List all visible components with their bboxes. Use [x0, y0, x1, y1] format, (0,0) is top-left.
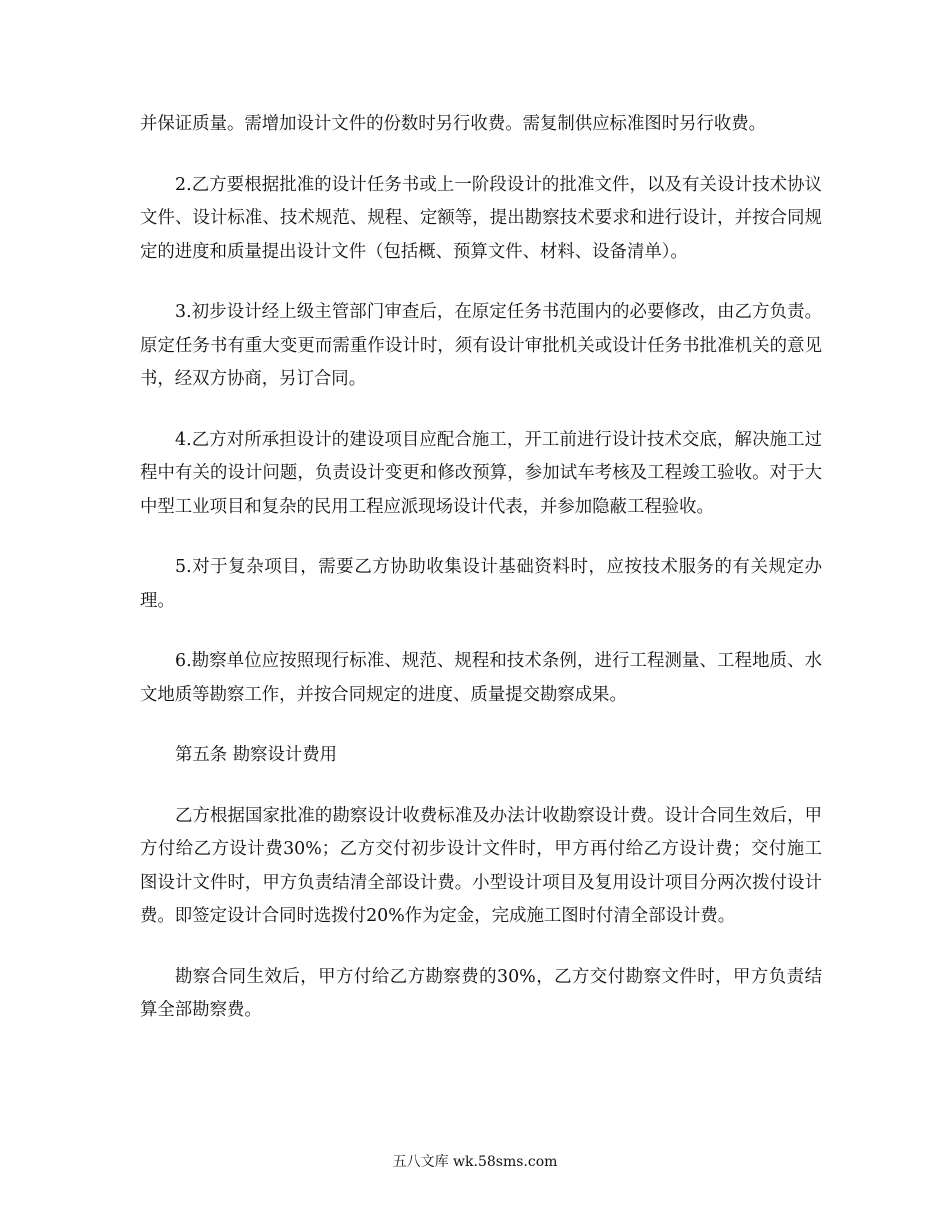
paragraph-clause-6: 6.勘察单位应按照现行标准、规范、规程和技术条例，进行工程测量、工程地质、水文地质等勘察工作，并按合同规定的进度、质量提交勘察成果。 — [140, 651, 822, 705]
paragraph-clause-5: 5.对于复杂项目，需要乙方协助收集设计基础资料时，应按技术服务的有关规定办理。 — [140, 557, 822, 611]
paragraph-survey-fee: 勘察合同生效后，甲方付给乙方勘察费的30%，乙方交付勘察文件时，甲方负责结算全部勘察费。 — [140, 966, 822, 1020]
paragraph-clause-4: 4.乙方对所承担设计的建设项目应配合施工，开工前进行设计技术交底，解决施工过程中有关的设计问题，负责设计变更和修改预算，参加试车考核及工程竣工验收。对于大中型工业项目和复杂的民用工程应派现场设计代表，并参加隐蔽工程验收。 — [140, 429, 822, 517]
section-heading-article-5: 第五条 勘察设计费用 — [175, 745, 338, 765]
document-body — [140, 108, 822, 1055]
paragraph-clause-2: 2.乙方要根据批准的设计任务书或上一阶段设计的批准文件，以及有关设计技术协议文件、设计标准、技术规范、规程、定额等，提出勘察技术要求和进行设计，并按合同规定的进度和质量提出设计文件（包括概、预算文件、材料、设备清单）。 — [140, 174, 822, 262]
paragraph-design-fee: 乙方根据国家批准的勘察设计收费标准及办法计收勘察设计费。设计合同生效后，甲方付给乙方设计费30%；乙方交付初步设计文件时，甲方再付给乙方设计费；交付施工图设计文件时，甲方负责结清全部设计费。小型设计项目及复用设计项目分两次拨付设计费。即签定设计合同时选拨付20%作为定金，完成施工图时付清全部设计费。 — [140, 805, 822, 926]
paragraph-continuation: 并保证质量。需增加设计文件的份数时另行收费。需复制供应标准图时另行收费。 — [140, 114, 767, 134]
page-footer: 五八文库 wk.58sms.com — [392, 1154, 558, 1170]
paragraph-clause-3: 3.初步设计经上级主管部门审查后，在原定任务书范围内的必要修改，由乙方负责。原定任务书有重大变更而需重作设计时，须有设计审批机关或设计任务书批准机关的意见书，经双方协商，另订合同。 — [140, 302, 822, 389]
